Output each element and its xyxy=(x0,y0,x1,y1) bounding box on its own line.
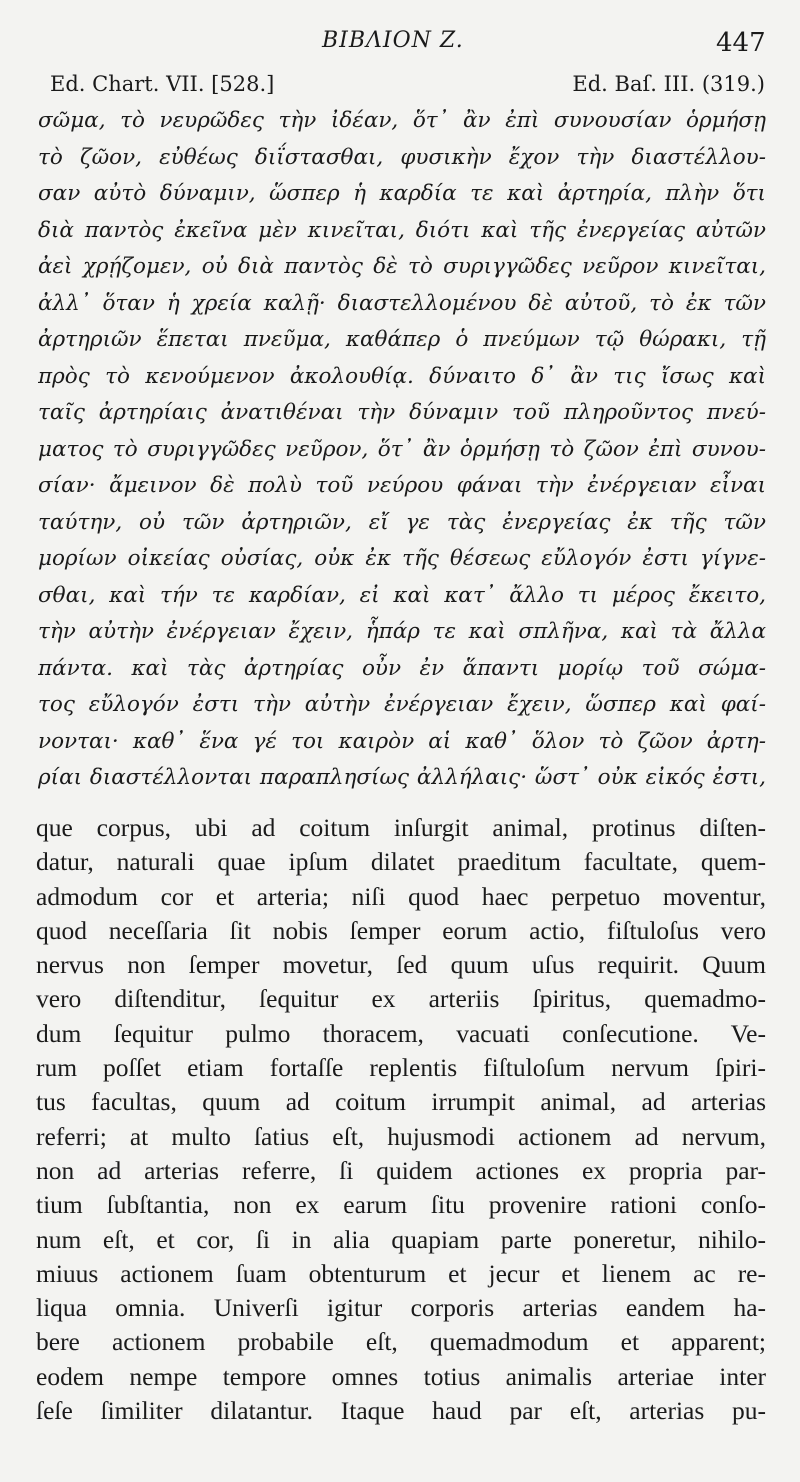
greek-text-line: ρίαι διαστέλλονται παραπλησίως ἀλλήλαις· ὥστ᾽ οὐκ εἰκός ἐστι, xyxy=(38,765,766,790)
edition-basel: Ed. Baſ. III. (319.) xyxy=(572,72,765,96)
greek-text-line: ἀλλ᾽ ὅταν ἡ χρεία καλῇ· διαστελλομένου δὲ αὐτοῦ, τὸ ἐκ τῶν xyxy=(38,290,766,316)
greek-text-line: νονται· καθ᾽ ἕνα γέ τοι καιρὸν αἱ καθ᾽ ὅλον τὸ ζῶον ἀρτη- xyxy=(38,728,766,754)
latin-text-line: bere actionem probabile eſt, quemadmodum et apparent; xyxy=(36,1327,766,1357)
latin-text-line: admodum cor et arteria; niſi quod haec perpetuo moventur, xyxy=(36,881,766,911)
greek-text-line: ἀεὶ χρῄζομεν, οὐ διὰ παντὸς δὲ τὸ συριγγῶδες νεῦρον κινεῖται, xyxy=(38,254,766,279)
latin-text-line: referri; at multo ſatius eſt, hujusmodi actionem ad nervum, xyxy=(36,1121,766,1151)
page-number: 447 xyxy=(716,28,766,58)
greek-text-line: ταύτην, οὐ τῶν ἀρτηριῶν, εἴ γε τὰς ἐνεργείας ἐκ τῆς τῶν xyxy=(38,509,766,535)
greek-text-line: σίαν· ἄμεινον δὲ πολὺ τοῦ νεύρου φάναι τὴν ἐνέργειαν εἶναι xyxy=(38,473,766,498)
greek-text-line: πάντα. καὶ τὰς ἀρτηρίας οὖν ἐν ἅπαντι μορίῳ τοῦ σώμα- xyxy=(38,655,766,681)
latin-text-block xyxy=(36,811,766,1428)
greek-text-line: ἀρτηριῶν ἕπεται πνεῦμα, καθάπερ ὁ πνεύμων τῷ θώρακι, τῇ xyxy=(38,327,766,352)
book-title: BIBΛION Z. xyxy=(322,28,464,53)
greek-text-line: σθαι, καὶ τήν τε καρδίαν, εἰ καὶ κατ᾽ ἄλλο τι μέρος ἔκειτο, xyxy=(38,582,766,608)
greek-text-line: μορίων οἰκείας οὐσίας, οὐκ ἐκ τῆς θέσεως εὔλογόν ἐστι γίγνε- xyxy=(38,546,766,571)
latin-text-line: que corpus, ubi ad coitum inſurgit animal, protinus diſten- xyxy=(36,813,766,842)
latin-text-line: rum poſſet etiam fortaſſe replentis fiſtuloſum nervum ſpiri- xyxy=(36,1053,766,1083)
latin-text-line: num eſt, et cor, ſi in alia quapiam parte poneretur, nihilo- xyxy=(36,1224,766,1254)
latin-text-line: non ad arterias referre, ſi quidem actiones ex propria par- xyxy=(36,1155,766,1185)
latin-text-line: liqua omnia. Univerſi igitur corporis arterias eandem ha- xyxy=(36,1293,766,1323)
latin-text-line: eodem nempe tempore omnes totius animalis arteriae inter xyxy=(36,1361,766,1391)
greek-text-line: τὸ ζῶον, εὐθέως διΐστασθαι, φυσικὴν ἔχον τὴν διαστέλλου- xyxy=(38,144,766,170)
greek-text-block xyxy=(38,103,766,797)
edition-chartier: Ed. Chart. VII. [528.] xyxy=(50,72,275,96)
greek-text-line: σαν αὐτὸ δύναμιν, ὥσπερ ἡ καρδία τε καὶ ἀρτηρία, πλὴν ὅτι xyxy=(38,181,766,206)
latin-text-line: vero diſtenditur, ſequitur ex arteriis ſpiritus, quemadmo- xyxy=(36,984,766,1014)
greek-text-line: διὰ παντὸς ἐκεῖνα μὲν κινεῖται, διότι καὶ τῆς ἐνεργείας αὐτῶν xyxy=(38,217,766,243)
greek-text-line: τος εὔλογόν ἐστι τὴν αὐτὴν ἐνέργειαν ἔχειν, ὥσπερ καὶ φαί- xyxy=(38,692,766,717)
greek-text-line: τὴν αὐτὴν ἐνέργειαν ἔχειν, ἧπάρ τε καὶ σπλῆνα, καὶ τὰ ἄλλα xyxy=(38,619,766,644)
latin-text-line: dum ſequitur pulmo thoracem, vacuati conſecutione. Ve- xyxy=(36,1018,766,1048)
latin-text-line: datur, naturali quae ipſum dilatet praeditum facultate, quem- xyxy=(36,847,766,877)
running-head xyxy=(0,22,800,62)
latin-text-line: miuus actionem ſuam obtenturum et jecur et lienem ac re- xyxy=(36,1258,766,1288)
latin-text-line: nervus non ſemper movetur, ſed quum uſus requirit. Quum xyxy=(36,950,766,980)
greek-text-line: ταῖς ἀρτηρίαις ἀνατιθέναι τὴν δύναμιν τοῦ πληροῦντος πνεύ- xyxy=(38,400,766,425)
greek-text-line: ματος τὸ συριγγῶδες νεῦρον, ὅτ᾽ ἂν ὁρμήσῃ τὸ ζῶον ἐπὶ συνου- xyxy=(38,436,766,462)
latin-text-line: tium ſubſtantia, non ex earum ſitu provenire rationi conſo- xyxy=(36,1190,766,1220)
greek-text-line: πρὸς τὸ κενούμενον ἀκολουθίᾳ. δύναιτο δ᾽ ἂν τις ἴσως καὶ xyxy=(38,363,766,389)
greek-text-line: σῶμα, τὸ νευρῶδες τὴν ἰδέαν, ὅτ᾽ ἂν ἐπὶ συνουσίαν ὁρμήσῃ xyxy=(38,108,766,133)
latin-text-line: ſeſe ſimiliter dilatantur. Itaque haud par eſt, arterias pu- xyxy=(36,1396,766,1426)
latin-text-line: quod neceſſaria ſit nobis ſemper eorum actio, fiſtuloſus vero xyxy=(36,915,766,945)
edition-line xyxy=(50,72,765,102)
latin-text-line: tus facultas, quum ad coitum irrumpit animal, ad arterias xyxy=(36,1087,766,1117)
